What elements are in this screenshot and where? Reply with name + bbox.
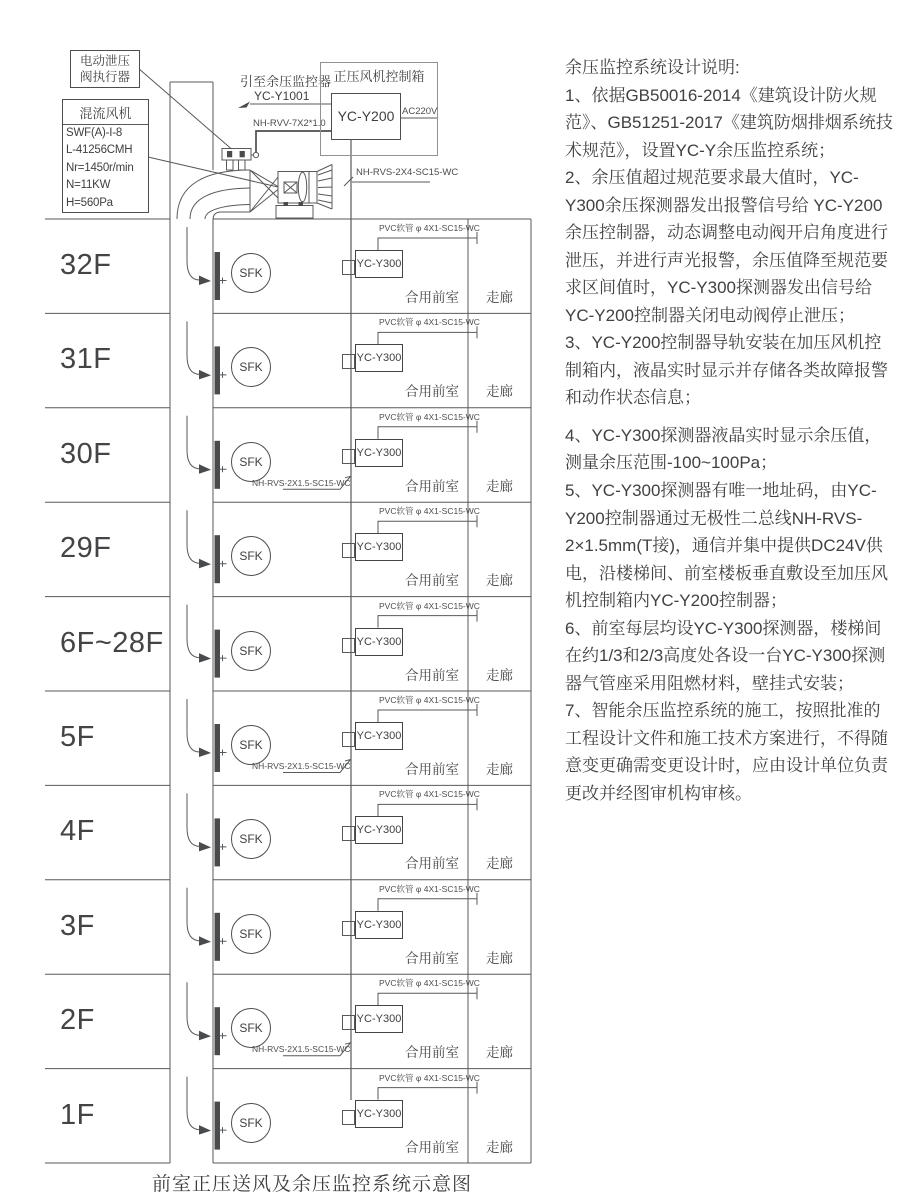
design-notes <box>565 54 896 807</box>
to-monitor-label: 引至余压监控器 <box>240 74 332 89</box>
anteroom-label: 合用前室 <box>405 762 459 777</box>
anteroom-label: 合用前室 <box>405 856 459 872</box>
power-label: AC220V <box>402 106 438 117</box>
pvc-tube-label: PVC软管 φ 4X1-SC15-WC <box>379 789 480 800</box>
control-cabinet-title: 正压风机控制箱 <box>333 69 425 84</box>
controller-yc-y200 <box>331 93 401 140</box>
supply-outlet-sfk <box>231 631 271 671</box>
pressure-detector <box>355 250 403 278</box>
floor-label: 5F <box>60 721 95 753</box>
pressure-detector <box>355 1100 403 1128</box>
supply-outlet-sfk <box>231 819 271 859</box>
floor-row-1f <box>0 1069 900 1163</box>
supply-outlet-sfk <box>231 536 271 576</box>
sfk-label: SFK <box>239 926 263 941</box>
detector-connector <box>342 826 355 841</box>
detector-label: YC-Y300 <box>356 730 402 742</box>
pressure-detector <box>355 344 403 372</box>
floor-label: 30F <box>60 437 112 470</box>
corridor-label: 走廊 <box>486 667 513 683</box>
pressure-detector <box>355 1005 403 1033</box>
notes-item-5: 5、YC-Y300探测器有唯一地址码，由YC-Y200控制器通过无极性二总线NH-RVS-2×1.5mm(T接)，通信并集中提供DC24V供电，沿楼梯间、前室楼板垂直敷设至加压风机控制箱内YC-Y200控制器； <box>565 480 888 611</box>
detector-connector <box>342 1110 355 1125</box>
controller-label: YC-Y200 <box>337 108 395 124</box>
fan-spec-model: SWF(A)-I-8 <box>66 127 123 139</box>
detector-connector <box>342 921 355 936</box>
supply-outlet-sfk <box>231 347 271 387</box>
detector-connector <box>342 1015 355 1030</box>
diagram-caption: 前室正压送风及余压监控系统示意图 <box>152 1174 473 1195</box>
corridor-label: 走廊 <box>486 856 513 872</box>
branch-wire-label: NH-RVS-2X1.5-SC15-WC <box>252 477 351 488</box>
floor-row-2f <box>0 974 900 1068</box>
fan-spec-speed: Nr=1450r/min <box>66 161 134 174</box>
fan-spec-power: N=11KW <box>66 179 111 192</box>
detector-connector <box>342 543 355 558</box>
relief-valve-actuator-box <box>70 50 140 88</box>
notes-item-1: 1、依据GB50016-2014《建筑设计防火规范》、GB51251-2017《建筑防烟排烟系统技术规范》，设置YC-Y余压监控系统； <box>565 85 893 160</box>
pvc-tube-label: PVC软管 φ 4X1-SC15-WC <box>379 411 480 422</box>
floor-label: 2F <box>60 1004 95 1037</box>
detector-label: YC-Y300 <box>356 635 402 648</box>
pvc-tube-label: PVC软管 φ 4X1-SC15-WC <box>379 223 480 233</box>
floor-label: 1F <box>60 1098 95 1131</box>
floor-label: 4F <box>60 815 95 848</box>
pvc-tube-label: PVC软管 φ 4X1-SC15-WC <box>379 317 480 328</box>
anteroom-label: 合用前室 <box>405 290 459 305</box>
detector-label: YC-Y300 <box>356 446 402 459</box>
floor-label: 3F <box>60 909 95 942</box>
supply-outlet-sfk <box>231 914 271 954</box>
mixed-flow-fan <box>276 165 332 219</box>
sfk-label: SFK <box>239 643 263 658</box>
corridor-label: 走廊 <box>486 1045 513 1061</box>
anteroom-label: 合用前室 <box>405 950 459 966</box>
anteroom-label: 合用前室 <box>405 1139 459 1155</box>
sfk-label: SFK <box>239 454 263 469</box>
floor-label: 32F <box>60 249 112 281</box>
notes-item-3: 3、YC-Y200控制器导轨安装在加压风机控制箱内，液晶实时显示并存储各类故障报警和动作状态信息； <box>565 333 888 408</box>
corridor-label: 走廊 <box>486 384 513 400</box>
detector-connector <box>342 449 355 464</box>
monitor-id-label: YC-Y1001 <box>254 89 310 103</box>
supply-outlet-sfk <box>231 1103 271 1143</box>
anteroom-label: 合用前室 <box>405 384 459 400</box>
detector-label: YC-Y300 <box>356 541 402 554</box>
sfk-label: SFK <box>239 738 263 752</box>
actuator-label-line2: 阀执行器 <box>79 70 130 84</box>
notes-item-2: 2、余压值超过规范要求最大值时，YC-Y300余压探测器发出报警信号给 YC-Y200余压控制器，动态调整电动阀开启角度进行泄压，并进行声光报警，余压值降至规范要求区间值时，YC-Y300探测器发出信号给YC-Y200控制器关闭电动阀停止泄压； <box>565 168 888 325</box>
anteroom-label: 合用前室 <box>405 573 459 589</box>
sfk-label: SFK <box>239 549 263 564</box>
sfk-label: SFK <box>239 832 263 847</box>
floor-row-3f <box>0 880 900 974</box>
detector-label: YC-Y300 <box>356 918 402 931</box>
detector-connector <box>342 732 355 747</box>
sfk-label: SFK <box>239 266 263 280</box>
corridor-label: 走廊 <box>486 950 513 966</box>
detector-connector <box>342 260 355 275</box>
corridor-label: 走廊 <box>486 762 513 777</box>
anteroom-label: 合用前室 <box>405 478 459 494</box>
floor-label: 6F~28F <box>60 626 164 659</box>
pressure-detector <box>355 816 403 844</box>
branch-wire-label: NH-RVS-2X1.5-SC15-WC <box>252 1044 351 1055</box>
supply-outlet-sfk <box>231 1008 271 1048</box>
detector-label: YC-Y300 <box>356 352 402 365</box>
fan-spec-box <box>62 99 149 213</box>
detector-label: YC-Y300 <box>356 1107 402 1120</box>
corridor-label: 走廊 <box>486 290 513 305</box>
pvc-tube-label: PVC软管 φ 4X1-SC15-WC <box>379 600 480 611</box>
pvc-tube-label: PVC软管 φ 4X1-SC15-WC <box>379 506 480 517</box>
relief-valve <box>222 149 259 171</box>
branch-wire-label: NH-RVS-2X1.5-SC15-WC <box>252 761 351 771</box>
wire-nh-rvv-label: NH-RVV-7X2*1.0 <box>253 118 326 129</box>
pressure-detector <box>355 911 403 939</box>
pvc-tube-label: PVC软管 φ 4X1-SC15-WC <box>379 1072 480 1083</box>
detector-label: YC-Y300 <box>356 1013 402 1026</box>
actuator-label-line1: 电动泄压 <box>79 54 130 68</box>
detector-connector <box>342 638 355 653</box>
corridor-label: 走廊 <box>486 478 513 494</box>
pressure-detector <box>355 628 403 656</box>
floor-label: 31F <box>60 343 112 376</box>
supply-outlet-sfk <box>231 725 271 765</box>
notes-item-6: 6、前室每层均设YC-Y300探测器，楼梯间在约1/3和2/3高度处各设一台YC-Y300探测器气管座采用阻燃材料，壁挂式安装； <box>565 618 886 693</box>
pvc-tube-label: PVC软管 φ 4X1-SC15-WC <box>379 883 480 894</box>
detector-label: YC-Y300 <box>356 824 402 837</box>
fan-spec-flow: L-41256CMH <box>66 144 133 157</box>
riser-wire-label: NH-RVS-2X4-SC15-WC <box>356 167 459 178</box>
corridor-label: 走廊 <box>486 1139 513 1155</box>
notes-item-7: 7、智能余压监控系统的施工，按照批准的工程设计文件和施工技术方案进行，不得随意变更确需变更设计时，应由设计单位负责更改并经图审机构审核。 <box>565 701 888 803</box>
notes-item-4: 4、YC-Y300探测器液晶实时显示余压值，测量余压范围-100~100Pa； <box>565 425 882 473</box>
pvc-tube-label: PVC软管 φ 4X1-SC15-WC <box>379 978 480 989</box>
pressure-detector <box>355 439 403 467</box>
detector-label: YC-Y300 <box>356 258 402 270</box>
supply-outlet-sfk <box>231 442 271 482</box>
pvc-tube-label: PVC软管 φ 4X1-SC15-WC <box>379 695 480 705</box>
pressure-detector <box>355 722 403 750</box>
sfk-label: SFK <box>239 1115 263 1130</box>
pressure-detector <box>355 533 403 561</box>
sfk-label: SFK <box>239 360 263 375</box>
anteroom-label: 合用前室 <box>405 1045 459 1061</box>
corridor-label: 走廊 <box>486 573 513 589</box>
floor-label: 29F <box>60 532 112 565</box>
detector-connector <box>342 354 355 369</box>
duct-cone <box>250 170 278 212</box>
fan-spec-pressure: H=560Pa <box>66 196 113 209</box>
anteroom-label: 合用前室 <box>405 667 459 683</box>
notes-title: 余压监控系统设计说明: <box>565 58 740 77</box>
fan-spec-title: 混流风机 <box>63 100 148 125</box>
supply-outlet-sfk <box>231 253 271 293</box>
sfk-label: SFK <box>239 1021 263 1036</box>
